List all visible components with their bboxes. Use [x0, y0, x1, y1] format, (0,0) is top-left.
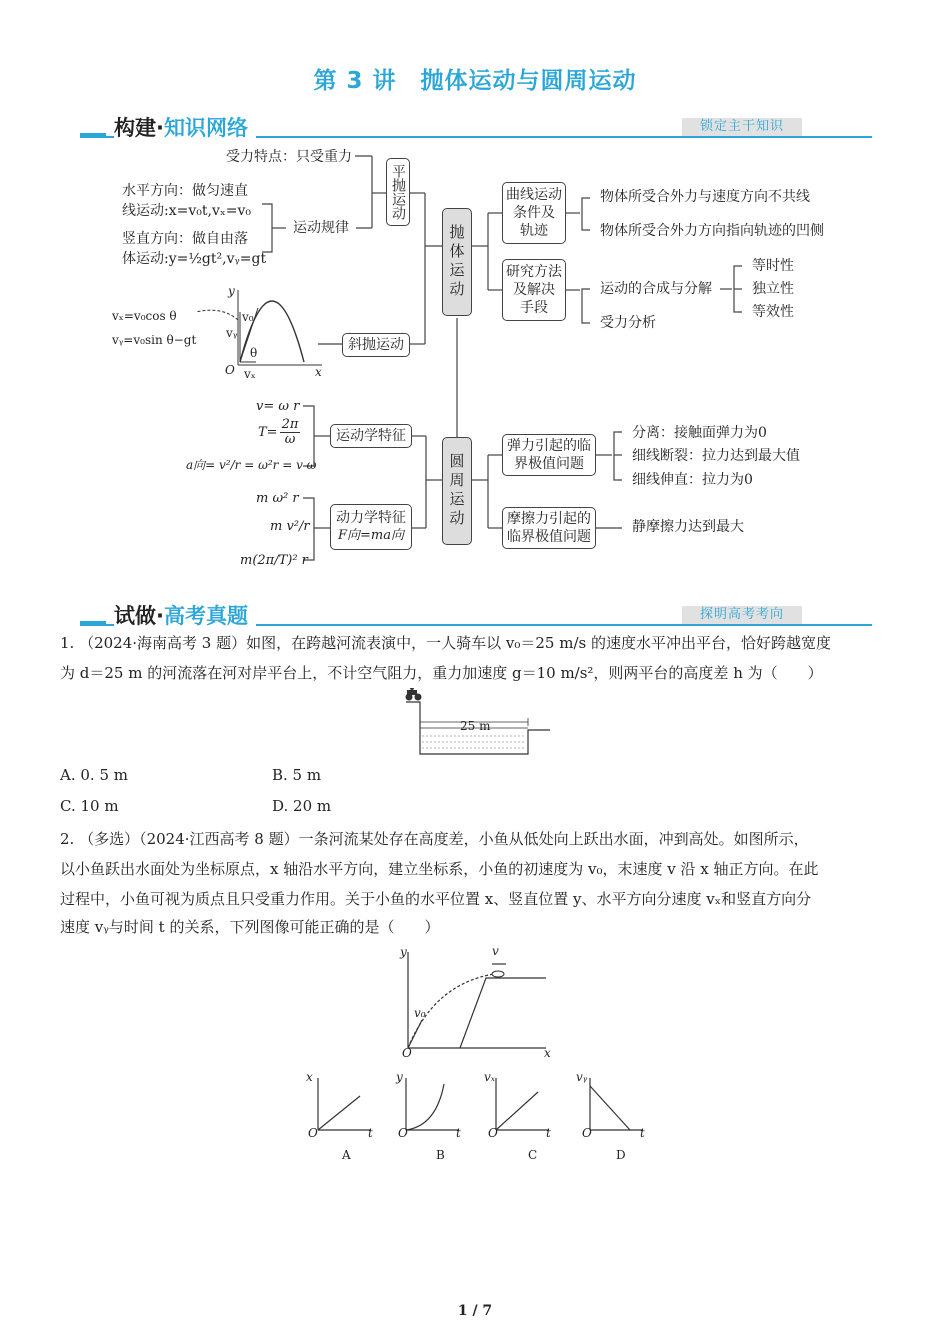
- graph-vx-label: vₓ: [244, 367, 256, 381]
- section-header-knowledge: [80, 114, 872, 140]
- curve-rule-1: 物体所受合外力与速度方向不共线: [600, 189, 810, 205]
- graph-a-origin: O: [308, 1126, 318, 1140]
- q1-line1: 1. （2024·海南高考 3 题）如图，在跨越河流表演中，一人骑车以 v₀＝25 m/s 的速度水平冲出平台，恰好跨越宽度: [60, 634, 831, 652]
- friction-1: 静摩擦力达到最大: [632, 519, 744, 535]
- graph-a-ylabel: x: [306, 1070, 313, 1084]
- q2-fig-v-label: v: [492, 944, 499, 958]
- fish-icon: [492, 971, 504, 977]
- section-tag: 探明高考考向: [682, 606, 802, 624]
- section-title: 试做·高考真题: [114, 600, 256, 630]
- projectile-box: 抛体运动: [442, 208, 472, 316]
- circular-box: 圆周运动: [442, 437, 472, 545]
- section-header-exam: [80, 602, 872, 628]
- graph-x-label: x: [315, 365, 322, 379]
- elastic-1: 分离：接触面弹力为0: [632, 425, 767, 441]
- q2-fig-origin-label: O: [402, 1046, 412, 1060]
- graph-d-xlabel: t: [640, 1126, 645, 1140]
- vx-formula: vₓ=v₀cos θ: [112, 309, 177, 323]
- force-analysis-label: 受力分析: [600, 315, 656, 331]
- graph-b-name[interactable]: B: [436, 1148, 445, 1162]
- method-box: 研究方法 及解决 手段: [502, 259, 566, 321]
- dyn-formula-2: m v²/r: [270, 519, 310, 534]
- q2-option-graphs: [300, 1070, 660, 1140]
- compose-label: 运动的合成与分解: [600, 281, 712, 297]
- force-characteristic: 受力特点：只受重力: [226, 149, 352, 165]
- kin-formula-2: T= $\frac{2\pi}{\omega}$: [258, 417, 299, 447]
- graph-c-origin: O: [488, 1126, 498, 1140]
- prop-simultaneity: 等时性: [752, 258, 794, 274]
- graph-c-xlabel: t: [546, 1126, 551, 1140]
- section-title: 构建·知识网络: [114, 112, 256, 142]
- kin-formula-1: v= ω r: [256, 399, 300, 414]
- q2-fig-x-label: x: [544, 1046, 551, 1060]
- q1-option-b[interactable]: B. 5 m: [272, 766, 322, 784]
- graph-c-name[interactable]: C: [528, 1148, 538, 1162]
- graph-b-ylabel: y: [396, 1070, 403, 1084]
- oblique-box: 斜抛运动: [342, 333, 410, 357]
- curve-condition-box: 曲线运动 条件及 轨迹: [502, 182, 566, 244]
- oblique-graph: [196, 290, 322, 365]
- horizontal-line2: 线运动:x=v₀t,vₓ=v₀: [122, 203, 252, 219]
- kin-formula-3: a向= v²/r = ω²r = v ω: [186, 458, 317, 472]
- graph-b-origin: O: [398, 1126, 408, 1140]
- graph-theta-label: θ: [250, 346, 258, 360]
- page-number: 1 / 7: [457, 1303, 493, 1319]
- vy-formula: vᵧ=v₀sin θ−gt: [112, 333, 197, 347]
- q2-fig-v0-label: v₀: [414, 1006, 426, 1020]
- friction-box: 摩擦力引起的 临界极值问题: [502, 507, 596, 549]
- horizontal-line1: 水平方向：做匀速直: [122, 183, 248, 199]
- curve-rule-2: 物体所受合外力方向指向轨迹的凹侧: [600, 223, 824, 239]
- q1-option-c[interactable]: C. 10 m: [60, 797, 119, 815]
- prop-independence: 独立性: [752, 281, 794, 297]
- graph-d-ylabel: vᵧ: [576, 1070, 588, 1084]
- elastic-3: 细线伸直：拉力为0: [632, 472, 753, 488]
- dyn-formula-3: m(2π/T)² r: [240, 553, 308, 568]
- q1-figure-width-label: 25 m: [460, 719, 491, 733]
- prop-equivalence: 等效性: [752, 304, 794, 320]
- q2-line3: 过程中，小鱼可视为质点且只受重力作用。关于小鱼的水平位置 x、竖直位置 y、水平方向分速度 vₓ和竖直方向分: [60, 890, 812, 908]
- q2-line1: 2. （多选）（2024·江西高考 8 题）一条河流某处存在高度差，小鱼从低处向上跃出水面，冲到高处。如图所示，: [60, 830, 809, 848]
- q2-figure: [396, 944, 556, 1060]
- dynamic-box: 动力学特征 F向=ma向: [330, 504, 412, 550]
- vertical-line2: 体运动:y=½gt²,vᵧ=gt: [122, 251, 267, 267]
- rider-icon: [406, 688, 422, 701]
- page-title: 第 3 讲 抛体运动与圆周运动: [313, 68, 637, 94]
- kinematic-box: 运动学特征: [330, 424, 412, 448]
- graph-y-label: y: [228, 284, 235, 298]
- graph-a-name[interactable]: A: [342, 1148, 351, 1162]
- motion-law-label: 运动规律: [286, 217, 356, 239]
- graph-vy-label: vᵧ: [226, 326, 238, 340]
- graph-c-ylabel: vₓ: [484, 1070, 496, 1084]
- vertical-line1: 竖直方向：做自由落: [122, 231, 248, 247]
- elastic-2: 细线断裂：拉力达到最大值: [632, 448, 800, 464]
- q1-option-d[interactable]: D. 20 m: [272, 797, 332, 815]
- q1-line2: 为 d＝25 m 的河流落在河对岸平台上，不计空气阻力，重力加速度 g＝10 m/s²，则两平台的高度差 h 为（ ）: [60, 664, 823, 682]
- section-tag: 锁定主干知识: [682, 118, 802, 136]
- graph-b-xlabel: t: [456, 1126, 461, 1140]
- elastic-box: 弹力引起的临 界极值问题: [502, 434, 596, 476]
- flat-throw-box: 平抛运动: [386, 158, 410, 226]
- q2-line2: 以小鱼跃出水面处为坐标原点，x 轴沿水平方向，建立坐标系，小鱼的初速度为 v₀，末速度 v 沿 x 轴正方向。在此: [60, 860, 819, 878]
- dyn-formula-1: m ω² r: [256, 491, 299, 506]
- graph-v0-label: v₀: [242, 310, 254, 324]
- graph-a-xlabel: t: [368, 1126, 373, 1140]
- q2-line4: 速度 vᵧ与时间 t 的关系，下列图像可能正确的是（ ）: [60, 918, 440, 936]
- graph-d-origin: O: [582, 1126, 592, 1140]
- q2-fig-y-label: y: [400, 945, 407, 959]
- graph-d-name[interactable]: D: [616, 1148, 626, 1162]
- q1-option-a[interactable]: A. 0. 5 m: [60, 766, 128, 784]
- graph-origin-label: O: [225, 363, 235, 377]
